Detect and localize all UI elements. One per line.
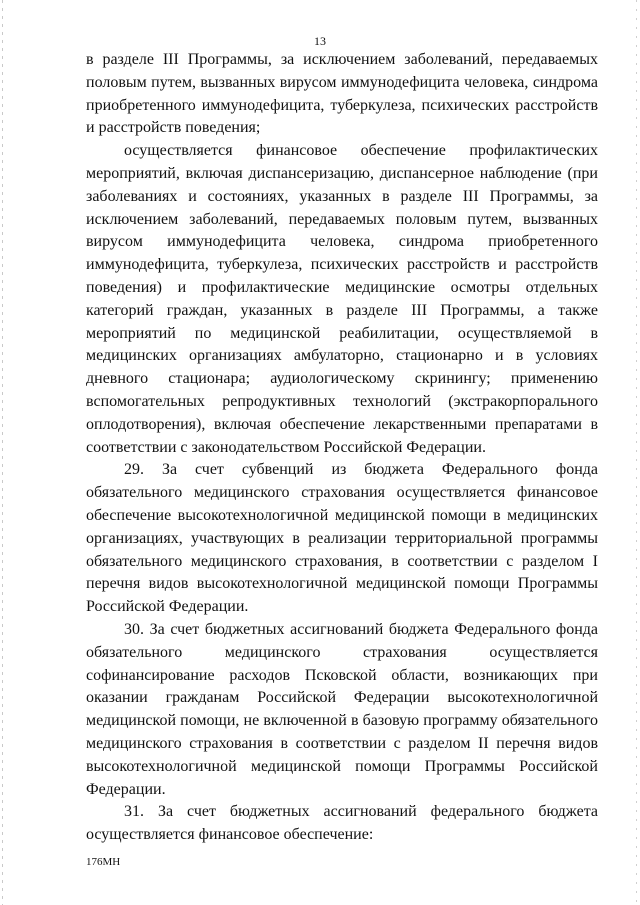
paragraph-continuation: в разделе III Программы, за исключением заболеваний, передаваемых половым путем, вызванных вирусом иммунодефицита человека, синдрома приобретенного иммунодефицита, туберкулеза, психических расстройств и расстройств поведения; — [86, 51, 598, 137]
paragraph-funding-preventive: осуществляется финансовое обеспечение профилактических мероприятий, включая диспансеризацию, диспансерное наблюдение (при заболеваниях и состояниях, указанных в разделе III Программы, за исключением заболеваний, передаваемых половым путем, вызванных вирусом иммунодефицита человека, синдрома приобретенного иммунодефицита, туберкулеза, психических расстройств и расстройств поведения) и профилактические медицинские осмотры отдельных категорий граждан, указанных в разделе III Программы, а также мероприятий по медицинской реабилитации, осуществляемой в медицинских организациях амбулаторно, стационарно и в условиях дневного стационара; аудиологическому скринингу; применению вспомогательных репродуктивных технологий (экстракорпорального оплодотворения), включая обеспечение лекарственными препаратами в соответствии с законодательством Российской Федерации. — [86, 142, 598, 456]
paragraph-item-29: 29. За счет субвенций из бюджета Федерального фонда обязательного медицинского страхования осуществляется финансовое обеспечение высокотехнологичной медицинской помощи в медицинских организациях, участвующих в реализации территориальной программы обязательного медицинского страхования, в соответствии с разделом I перечня видов высокотехнологичной медицинской помощи Программы Российской Федерации. — [86, 461, 598, 616]
document-body — [86, 49, 598, 847]
footer-document-code: 176МН — [86, 856, 121, 868]
scan-edge-right — [636, 0, 637, 905]
paragraph-item-31: 31. За счет бюджетных ассигнований федерального бюджета осуществляется финансовое обеспечение: — [86, 803, 598, 844]
paragraph-item-30: 30. За счет бюджетных ассигнований бюджета Федерального фонда обязательного медицинского страхования осуществляется софинансирование расходов Псковской области, возникающих при оказании гражданам Российской Федерации высокотехнологичной медицинской помощи, не включенной в базовую программу обязательного медицинского страхования в соответствии с разделом II перечня видов высокотехнологичной медицинской помощи Программы Российской Федерации. — [86, 620, 598, 798]
page-number: 13 — [314, 34, 326, 48]
scan-edge-left — [2, 0, 3, 905]
